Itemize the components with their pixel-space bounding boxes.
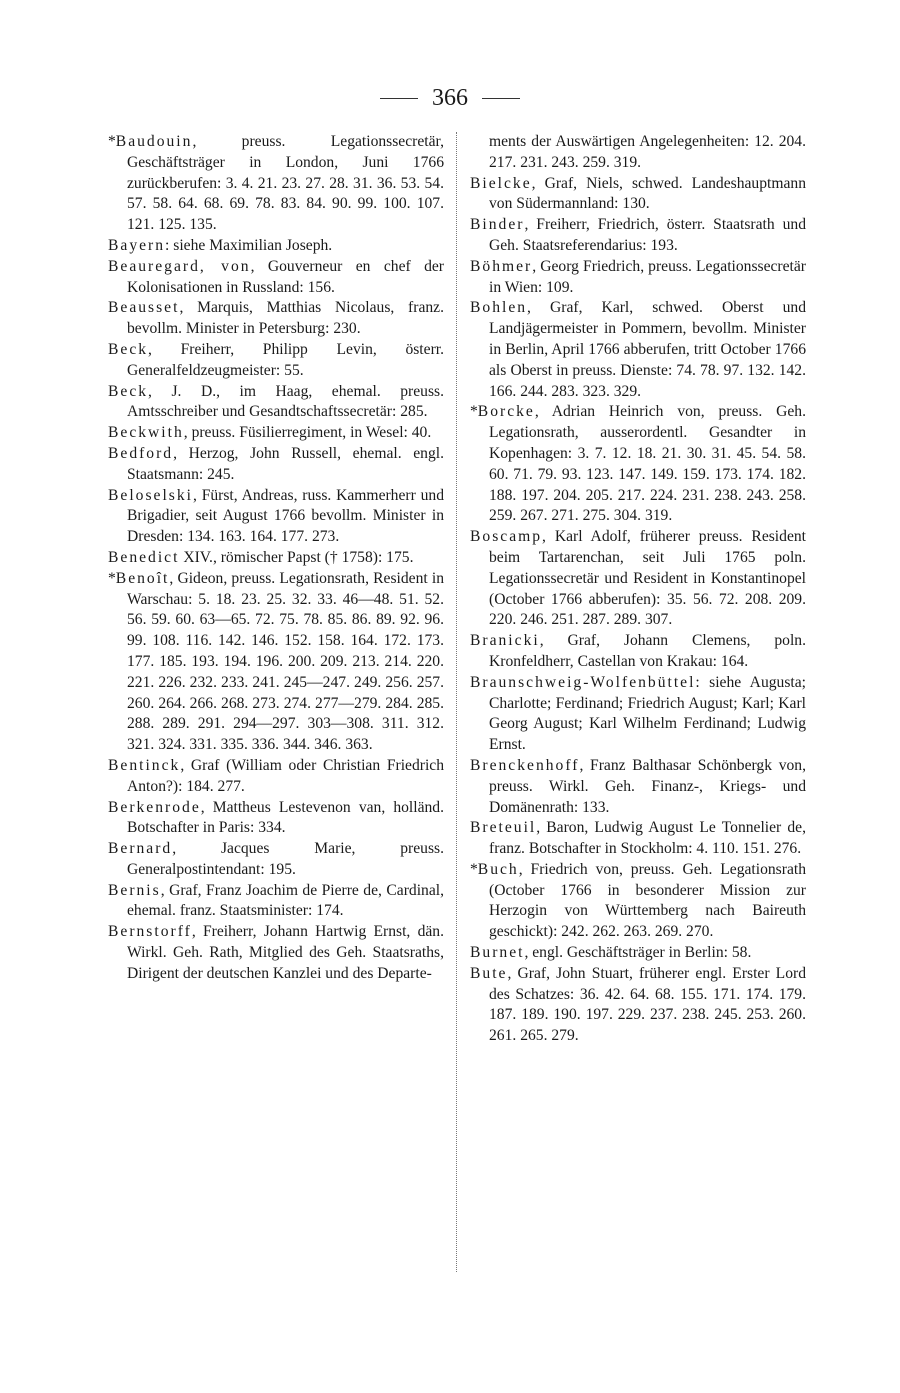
entry-text: , Adrian Heinrich von, preuss. Geh. Legationsrath, ausserordentl. Gesandter in Kopenhagen: 3. 7. 12. 18. 21. 30. 31. 45. 54. 58. 60. 71. 79. 93. 123. 147. 149. 159. 173. 174. 182. 188. 197. 204. 205. 217. 224. 231. 238. 243. 258. 259. 267. 271. 275. 304. 319. bbox=[489, 403, 806, 525]
entry-headword: Baudouin bbox=[115, 133, 193, 150]
entry-headword: Buch bbox=[477, 860, 519, 878]
page-header bbox=[0, 82, 900, 114]
entry-text: , preuss. Füsilierregiment, in Wesel: 40. bbox=[183, 424, 432, 442]
entry-headword: Bentinck bbox=[108, 756, 181, 774]
entry-headword: Benoît bbox=[115, 569, 170, 587]
entry-star-marker: * bbox=[470, 860, 478, 878]
entry-text: , Herzog, John Russell, ehemal. engl. Staatsmann: 245. bbox=[127, 444, 444, 483]
index-entry bbox=[108, 839, 444, 881]
entry-text: , Georg Friedrich, preuss. Legationssecretär in Wien: 109. bbox=[489, 257, 806, 296]
index-entry bbox=[470, 174, 806, 216]
entry-headword: Beloselski bbox=[108, 486, 193, 504]
index-entry bbox=[108, 340, 444, 382]
entry-headword: Bernis bbox=[108, 881, 161, 899]
entry-headword: Boscamp bbox=[470, 528, 543, 546]
entry-headword: Böhmer bbox=[470, 257, 533, 275]
index-entry bbox=[470, 943, 806, 964]
entry-text: , Freiherr, Johann Hartwig Ernst, dän. Wirkl. Geh. Rath, Mitglied des Geh. Staatsraths, Dirigent der deutschen Kanzlei und des Departe- bbox=[127, 923, 444, 982]
right-column bbox=[470, 132, 806, 1047]
index-entry bbox=[470, 132, 806, 174]
entry-text: , J. D., im Haag, ehemal. preuss. Amtsschreiber und Gesandtschaftssecretär: 285. bbox=[127, 382, 444, 421]
index-entry bbox=[108, 569, 444, 756]
index-entry bbox=[108, 486, 444, 548]
entry-star-marker: * bbox=[470, 403, 478, 421]
entry-headword: Bernstorff bbox=[108, 923, 192, 941]
entry-headword: Branicki bbox=[470, 632, 540, 650]
entry-star-marker: * bbox=[108, 569, 116, 587]
entry-headword: Bayern bbox=[108, 236, 166, 254]
entry-text: , engl. Geschäftsträger in Berlin: 58. bbox=[524, 944, 752, 962]
entry-headword: Bedford bbox=[108, 444, 174, 462]
left-column bbox=[108, 132, 444, 985]
entry-headword: Beausset bbox=[108, 299, 180, 317]
entry-headword: Benedict bbox=[108, 548, 180, 566]
entry-headword: Beauregard, von bbox=[108, 257, 251, 275]
entry-headword: Breteuil bbox=[470, 819, 537, 837]
header-dash-right bbox=[482, 98, 520, 99]
index-entry bbox=[108, 132, 444, 236]
index-entry bbox=[108, 922, 444, 984]
entry-text: , Graf (William oder Christian Friedrich Anton?): 184. 277. bbox=[127, 756, 444, 795]
entry-text: , Gouverneur en chef der Kolonisationen in Russland: 156. bbox=[127, 257, 444, 296]
index-entry bbox=[470, 964, 806, 1047]
entry-headword: Brenckenhoff bbox=[470, 756, 580, 774]
entry-text: , Jacques Marie, preuss. Generalpostintendant: 195. bbox=[127, 840, 444, 878]
index-entry bbox=[108, 257, 444, 299]
entry-text: , Freiherr, Philipp Levin, österr. Generalfeldzeugmeister: 55. bbox=[127, 340, 444, 379]
entry-text: , Franz Balthasar Schönbergk von, preuss. Wirkl. Geh. Finanz-, Kriegs- und Domänenrath: 133. bbox=[489, 756, 806, 816]
index-entry bbox=[470, 673, 806, 756]
index-entry bbox=[470, 298, 806, 402]
entry-headword: Beck bbox=[108, 382, 149, 400]
entry-text: , Graf, John Stuart, früherer engl. Erster Lord des Schatzes: 36. 42. 64. 68. 155. 171. 174. 179. 187. 189. 190. 197. 229. 237. 238. 245. 253. 260. 261. 265. 279. bbox=[489, 964, 806, 1045]
entry-headword: Beckwith bbox=[108, 424, 184, 442]
index-entry bbox=[470, 527, 806, 631]
entry-headword: Bielcke bbox=[470, 174, 532, 192]
entry-text: , Baron, Ludwig August Le Tonnelier de, franz. Botschafter in Stockholm: 4. 110. 151. 276. bbox=[489, 819, 806, 858]
index-entry bbox=[108, 756, 444, 798]
entry-headword: Binder bbox=[470, 216, 525, 234]
entry-text: , Gideon, preuss. Legationsrath, Resident in Warschau: 5. 18. 23. 25. 32. 33. 46—48. 51. 52. 56. 59. 60. 63—65. 72. 75. 78. 85. 86. 89. 92. 96. 99. 108. 116. 142. 146. 152. 158. 164. 172. 173. 177. 185. 193. 194. 196. 200. 209. 213. 214. 220. 221. 226. 232. 233. 241. 245—247. 249. 256. 257. 260. 264. 266. 268. 273. 274. 277—279. 284. 285. 288. 289. 291. 294—297. 303—308. 311. 312. 321. 324. 331. 335. 336. 344. 346. 363. bbox=[127, 569, 444, 754]
entry-star-marker: * bbox=[108, 133, 116, 150]
entry-text: , Freiherr, Friedrich, österr. Staatsrath und Geh. Staatsreferendarius: 193. bbox=[489, 216, 806, 254]
index-entry bbox=[108, 423, 444, 444]
entry-text: , Karl Adolf, früherer preuss. Resident beim Tartarenchan, seit Juli 1765 poln. Legationssecretär und Resident in Konstantinopel (October 1766 abberufen): 35. 56. 72. 208. 209. 220. 246. 251. 287. 289. 307. bbox=[489, 528, 806, 629]
index-entry bbox=[470, 402, 806, 527]
entry-text: ments der Auswärtigen Angelegenheiten: 12. 204. 217. 231. 243. 259. 319. bbox=[489, 133, 806, 171]
entry-text: , preuss. Legationssecretär, Geschäftsträger in London, Juni 1766 zurückberufen: 3. 4. 21. 23. 27. 28. 31. 36. 53. 54. 57. 58. 64. 68. 69. 78. 83. 84. 90. 99. 100. 107. 121. 125. 135. bbox=[127, 133, 444, 234]
entry-text: XIV., römischer Papst († 1758): 175. bbox=[179, 548, 414, 566]
entry-text: , Graf, Johann Clemens, poln. Kronfeldherr, Castellan von Krakau: 164. bbox=[489, 632, 806, 670]
index-entry bbox=[108, 298, 444, 340]
index-entry bbox=[470, 860, 806, 943]
index-entry bbox=[470, 257, 806, 299]
index-entry bbox=[108, 444, 444, 486]
index-entry bbox=[108, 798, 444, 840]
entry-headword: Berkenrode bbox=[108, 798, 201, 816]
header-dash-left bbox=[380, 98, 418, 99]
entry-text: , Graf, Niels, schwed. Landeshauptmann von Südermannland: 130. bbox=[489, 174, 806, 213]
index-entry bbox=[108, 881, 444, 923]
entry-text: , Fürst, Andreas, russ. Kammerherr und Brigadier, seit August 1766 bevollm. Minister in Dresden: 134. 163. 164. 177. 273. bbox=[127, 486, 444, 546]
index-entry bbox=[108, 548, 444, 569]
index-entry bbox=[108, 236, 444, 257]
page-number: 366 bbox=[432, 84, 468, 111]
entry-headword: Borcke bbox=[477, 403, 535, 421]
entry-headword: Burnet bbox=[470, 944, 525, 962]
index-entry bbox=[470, 756, 806, 818]
entry-headword: Bernard bbox=[108, 840, 173, 858]
entry-text: , Graf, Franz Joachim de Pierre de, Cardinal, ehemal. franz. Staatsminister: 174. bbox=[127, 881, 444, 920]
entry-headword: Bohlen bbox=[470, 299, 528, 317]
index-entry bbox=[108, 382, 444, 424]
entry-text: , Marquis, Matthias Nicolaus, franz. bevollm. Minister in Petersburg: 230. bbox=[127, 299, 444, 338]
column-divider bbox=[456, 132, 457, 1272]
entry-text: , Friedrich von, preuss. Geh. Legationsrath (October 1766 in besonderer Mission zur Herzogin von Württemberg nach Baireuth geschickt): 242. 262. 263. 269. 270. bbox=[489, 860, 806, 941]
entry-text: : siehe Maximilian Joseph. bbox=[165, 236, 333, 254]
index-entry bbox=[470, 215, 806, 257]
entry-text: , Mattheus Lestevenon van, holländ. Botschafter in Paris: 334. bbox=[127, 798, 444, 837]
entry-text: , Graf, Karl, schwed. Oberst und Landjägermeister in Pommern, bevollm. Minister in Berlin, April 1766 abberufen, tritt October 1766 als Oberst in preuss. Dienste: 74. 78. 97. 132. 142. 166. 244. 283. 323. 329. bbox=[489, 299, 806, 400]
entry-headword: Bute bbox=[470, 964, 508, 982]
index-entry bbox=[470, 631, 806, 673]
entry-headword: Braunschweig-Wolfenbüttel bbox=[470, 673, 696, 691]
entry-headword: Beck bbox=[108, 340, 149, 358]
entry-text: : siehe Augusta; Charlotte; Ferdinand; Friedrich August; Karl; Karl Georg August; Karl Wilhelm Ferdinand; Ludwig Ernst. bbox=[489, 673, 806, 754]
index-entry bbox=[470, 818, 806, 860]
